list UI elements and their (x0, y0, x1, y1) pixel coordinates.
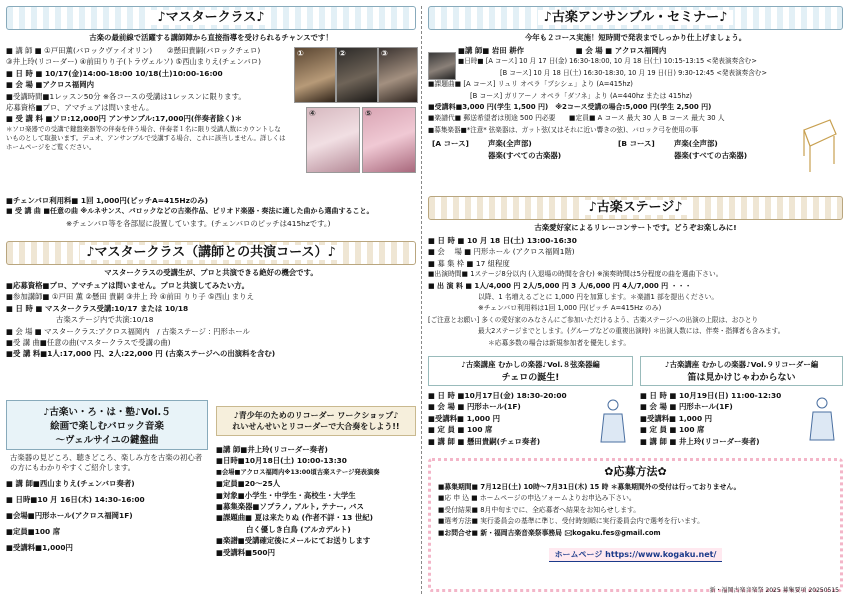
flute-line: ■ 定 員 ■ 100 席 (640, 425, 705, 435)
flute-line: ■ 会 場 ■ 円形ホール(1F) (640, 402, 733, 412)
ensemble-line: ■日時■ [A コース] 10 月 17 日(金) 16:30-18:00, 10 月 18 日(土) 10:15-13:15 <発表演奏含む> (458, 57, 757, 66)
ensemble-line: [B コース] ガリアーノ オペラ「ダフネ」より (A=440hz または 415hz) (470, 91, 693, 100)
course-a-vocal: 声楽(全声部) (488, 139, 532, 149)
ensemble-title-box (428, 6, 843, 30)
stage-line: ■ 日 時 ■ 10 月 18 日(土) 13:00-16:30 (428, 236, 577, 245)
harpsichord-icon (800, 116, 840, 178)
flute-title: ♪古楽講座 むかしの楽器♪Vol.９リコーダー編 (664, 360, 819, 369)
ensemble-line: ■受講料■3,000 円(学生 1,500 円) ※2コース受講の場合:5,000 円(学生 2,500 円) (428, 103, 712, 112)
master-note: ＊ソロ楽器での受講で鍵盤楽器等の伴奏を伴う場合、伴奏者１名に限り受講人数にカウントしないものとして取扱います。デュオ、アンサンブルで受講する場合、これに該当しません。詳しくはホームページをご覧ください。 (6, 124, 286, 151)
stage-line: 以降、1 名増えるごとに 1,000 円を加算します。＊楽譜1 部を提出ください。 (478, 293, 719, 302)
baroque-figure-icon (806, 396, 838, 446)
stage-line: 最大2ステージまでとします。(グループなどの重複出演時) ＊出演人数には、伴奏・指揮者も含みます。 (478, 327, 785, 336)
flute-section (640, 356, 843, 447)
apply-section (428, 458, 843, 592)
flute-line: ■ 講 師 ■ 井上玲(リコーダー奏者) (640, 436, 760, 446)
master-joint-title: ♪マスタークラス（講師との共演コース）♪ (80, 245, 342, 260)
master-joint-section (6, 241, 416, 360)
right-column (428, 6, 843, 594)
photo-toda: ① (294, 47, 336, 103)
stage-section (428, 196, 843, 349)
apply-line: ■お問合せ■ 新・福岡古楽音楽祭事務局 🖂kogaku.fes@gmail.com (438, 528, 661, 537)
course-b-instrument: 器楽(すべての古楽器) (674, 151, 748, 161)
stage-line: ■ 出 演 料 ■ 1人/4,000 円 2人/5,000 円 3 人/6,000 円 4人/7,000 円 ・・・ (428, 281, 692, 290)
juku-title-box (6, 400, 208, 450)
juku-title: 〜ヴェルサイユの鍵盤曲 (55, 435, 159, 446)
photo-nishiyama: ⑤ (362, 107, 416, 173)
joint-line: 古楽ステージ内で共演:10/18 (56, 315, 154, 325)
ws-line: ■募集楽器■ソプラノ, アルト, テナー, バス (216, 502, 364, 512)
master-class-title-box (6, 6, 416, 30)
cello-title: ♪古楽講座 むかしの楽器♪Vol.８弦楽器編 (461, 360, 600, 369)
joint-line: ■参加講師■ ①戸田 薫 ②懸田 貴嗣 ③井上 玲 ④前田 りり子 ⑤西山 まりえ (6, 292, 254, 302)
ensemble-line: [B コース] 10 月 18 日(土) 16:30-18:30, 10 月 19 日(日) 9:30-12:45 <発表演奏含む> (500, 68, 767, 77)
juku-title: 絵画で楽しむバロック音楽 (50, 421, 164, 432)
ws-line: ■定員■20〜25人 (216, 479, 281, 489)
juku-section (6, 400, 208, 556)
flute-title2: 笛は見かけじゃわからない (687, 373, 796, 383)
flute-line: ■ 日 時 ■ 10月19日(日) 11:00-12:30 (640, 391, 782, 400)
stage-line: ■ 募 集 枠 ■ 17 組程度 (428, 258, 510, 268)
stage-line: [ご注意とお願い] 多くの愛好家のみなさんにご参加いただけるよう、古楽ステージへの出演の上限は、おひとり (428, 315, 759, 324)
stage-subtitle: 古楽愛好家によるリレーコンサートです。どうぞお楽しみに! (534, 223, 737, 232)
apply-line: ■募集期間■ 7月12日(土) 10時〜7月31日(木) 15 時 ＊募集期間外の受付は行っておりません。 (438, 483, 741, 491)
juku-line: ■受講料■1,000円 (6, 543, 73, 552)
master-line: ③井上玲(リコーダー) ④前田りり子(トラヴェルソ) ⑤西山まりえ(チェンバロ) (6, 57, 262, 67)
course-a-label: [A コース] (432, 139, 469, 149)
master-line: ■ 受 講 曲 ■任意の曲 ※ルネサンス、バロックなどの古楽作品、ピリオド楽器・奏法に適した曲から選曲すること。 (6, 207, 374, 216)
left-column (6, 6, 416, 594)
stage-line: ■ 会 場 ■ 円形ホール (アクロス福岡1階) (428, 247, 575, 257)
master-joint-subtitle: マスタークラスの受講生が、プロと共演できる絶好の機会です。 (104, 268, 318, 277)
master-class-title: ♪マスタークラス♪ (151, 10, 270, 25)
apply-title: ✿応募方法✿ (604, 465, 667, 478)
master-line: ■ 会 場 ■アクロス福岡内 (6, 80, 94, 90)
ws-line: ■日時■10月18日(土) 10:00-13:30 (216, 456, 347, 466)
homepage-link[interactable]: ホームページ https://www.kogaku.net/ (549, 548, 723, 562)
stage-line: ■出演時間■ 1ステージ8分以内 (入退場の時間を含む) ※演奏時間は5分程度の曲を選曲下さい。 (428, 270, 723, 279)
ensemble-subtitle: 今年も２コース実施！短時間で発表までしっかり仕上げましょう。 (524, 33, 747, 42)
course-b-label: [B コース] (618, 139, 655, 149)
ensemble-title: ♪古楽アンサンブル・セミナー♪ (538, 10, 734, 25)
juku-line: ■ 講 師■西山まりえ(チェンバロ奏者) (6, 479, 135, 488)
juku-line: ■定員■100 席 (6, 527, 61, 536)
ws-line: 白く優しき白鳥 (アルカデルト) (246, 524, 351, 534)
apply-line: ■受付結果■ 8月中旬までに、全応募者へ結果をお知らせします。 (438, 505, 641, 514)
master-joint-title-box (6, 241, 416, 265)
master-class-section (6, 6, 416, 275)
master-line: ■受講時間■1レッスン50分 ※各コースの受講は1レッスンに限ります。 (6, 91, 246, 101)
master-line: ■ 受 講 料 ■ソロ:12,000円 アンサンブル:17,000円(伴奏者除く)＊ (6, 114, 242, 124)
joint-line: ■ 会 場 ■ マスタークラス:アクロス福岡内 / 古楽ステージ : 円形ホール (6, 326, 250, 336)
cello-section (428, 356, 633, 447)
juku-line: ■ 日時■10 月 16日(木) 14:30-16:00 (6, 495, 145, 504)
juku-line: ■会場■円形ホール(アクロス福岡1F) (6, 511, 133, 520)
photo-iwata (428, 52, 456, 80)
ws-line: ■会場■アクロス福岡内※13:00頃古楽ステージ発表演奏 (216, 468, 380, 476)
joint-line: ■ 日 時 ■ マスタークラス受講:10/17 または 10/18 (6, 303, 189, 313)
stage-title-box (428, 196, 843, 220)
cello-title-box (428, 356, 633, 386)
cello-line: ■受講料■ 1,000 円 (428, 413, 501, 423)
ws-line: ■対象■小学生・中学生・高校生・大学生 (216, 490, 356, 500)
apply-line: ■応 申 込 ■ ホームページの申込フォームよりお申込み下さい。 (438, 494, 636, 503)
recorder-ws-title-box (216, 406, 416, 436)
recorder-ws-title: ♪青少年のためのリコーダー ワークショップ♪ (233, 411, 399, 420)
master-line: ■ 講 師 ■ ①戸田薫(バロックヴァイオリン) ②懸田貴嗣(バロックチェロ) (6, 46, 261, 55)
center-divider (421, 6, 422, 594)
course-a-instrument: 器楽(すべての古楽器) (488, 151, 562, 161)
ensemble-line: ■楽譜代■ 郵送希望者は別途 500 円必要 ■定員■ A コース 最大 30 人 B コース 最大 30 人 (428, 114, 725, 123)
cello-line: ■ 会 場 ■ 円形ホール(1F) (428, 402, 521, 412)
cello-line: ■ 日 時 ■10月17日(金) 18:30-20:00 (428, 391, 567, 400)
cello-line: ■ 定 員 ■ 100 席 (428, 425, 493, 435)
ensemble-line: ■募集楽器■*注意* 弦楽器は、ガット弦(又はそれに近い響きの弦)、バロック弓を使用の事 (428, 125, 698, 134)
master-line: ※チェンバロ等を各部屋に設置しています。(チェンバロのピッチは415hzです。) (66, 218, 331, 228)
photo-kakeda: ② (336, 47, 378, 103)
recorder-ws-subtitle: れいせんせいとリコーダーで大合奏をしよう!! (232, 422, 400, 431)
apply-line: ■選考方法■ 実行委員会の基準に準じ、受付時刻順に実行委員会内で選考を行います。 (438, 517, 704, 526)
ws-line: ■受講料■500円 (216, 547, 275, 557)
juku-desc: 古楽器の見どころ、聴きどころ、楽しみ方を古楽の初心者の方にもわかりやすくご紹介します。 (10, 453, 203, 472)
joint-line: ■応募資格■プロ、アマチュアは問いません。プロと共演してみたい方。 (6, 281, 250, 290)
flute-title-box (640, 356, 843, 386)
course-b-vocal: 声楽(全声部) (674, 139, 718, 149)
baroque-figure-icon (598, 398, 628, 448)
master-line: ■ 日 時 ■ 10/17(金)14:00-18:00 10/18(土)10:00-16:00 (6, 68, 223, 78)
stage-line: ＊応募多数の場合は新規参加者を優先します。 (488, 338, 631, 347)
juku-title: ♪古楽い・ろ・は・塾♪Vol.５ (43, 407, 171, 418)
ensemble-line: ■課題曲■ [A コース] リュリ オペラ「プシシェ」より (A=415hz) (428, 80, 633, 89)
footer-text: 新・福岡古楽音楽祭 2025 募集要項 20250515 (709, 587, 839, 594)
joint-line: ■受 講 曲■任意の曲(マスタークラスで受講の曲) (6, 338, 171, 348)
stage-title: ♪古楽ステージ♪ (582, 200, 688, 215)
stage-line: ※チェンバロ利用料は1回 1,000 円(ピッチ A=415Hz のみ) (478, 304, 662, 313)
cello-title2: チェロの誕生! (501, 373, 560, 383)
photo-maeda: ④ (306, 107, 360, 173)
ws-line: ■講 師■井上玲(リコーダー奏者) (216, 445, 328, 454)
photo-inoue: ③ (378, 47, 418, 103)
cello-line: ■ 講 師 ■ 懸田貴嗣(チェロ奏者) (428, 436, 541, 446)
ws-line: ■課題曲■ 夏は来たりぬ (作者不詳・13 世紀) (216, 513, 373, 523)
flute-line: ■受講料■ 1,000 円 (640, 413, 713, 423)
recorder-ws-section (216, 406, 416, 558)
ensemble-line: ■講 師■ 岩田 耕作 ■ 会 場 ■ アクロス福岡内 (458, 46, 667, 55)
ws-line: ■楽譜■受講確定後にメールにてお送りします (216, 536, 371, 546)
ensemble-section (428, 6, 843, 166)
master-class-subtitle: 古楽の最前線で活躍する講師陣から直接指導を受けられるチャンスです！ (89, 33, 333, 42)
joint-line: ■受 講 料■1人:17,000 円、2人:22,000 円 (古楽ステージへの出演料を含む) (6, 349, 276, 359)
master-line: ■チェンバロ利用料■ 1回 1,000円(ピッチA=415Hzのみ) (6, 196, 209, 205)
master-line: 応募資格■プロ、アマチュアは問いません。 (6, 103, 154, 113)
